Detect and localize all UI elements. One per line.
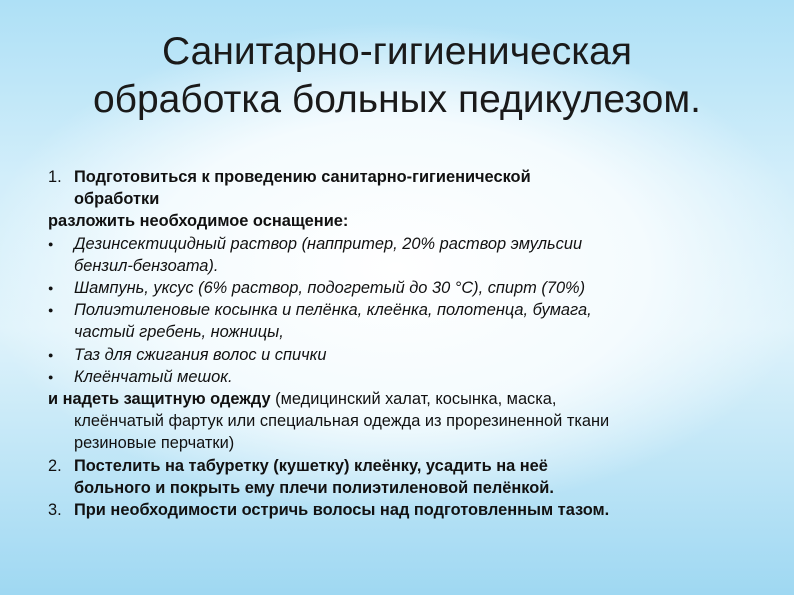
- step-2-continued: больного и покрыть ему плечи полиэтиленовой пелёнкой.: [74, 478, 554, 497]
- protective-clothing-bold: и надеть защитную одежду: [48, 390, 271, 409]
- step-1-text: Подготовиться к проведению санитарно-гигиенической: [74, 168, 531, 186]
- list-item-text: Клеёнчатый мешок.: [74, 367, 233, 386]
- step-1-number: 1.: [48, 168, 62, 186]
- bullet-icon: ●: [48, 305, 54, 316]
- list-item-continued: бензил-бензоата).: [74, 256, 219, 275]
- step-1: [48, 166, 778, 188]
- protective-clothing-continued: резиновые перчатки): [74, 434, 235, 453]
- prepare-equipment: разложить необходимое оснащение:: [48, 212, 349, 231]
- title-line-1: Санитарно-гигиеническая: [162, 30, 632, 73]
- step-2-text: Постелить на табуретку (кушетку) клеёнку, усадить на неё: [74, 456, 548, 475]
- title-line-2: обработка больных педикулезом.: [92, 78, 702, 121]
- bullet-icon: ●: [48, 371, 54, 382]
- step-3-number: 3.: [48, 501, 62, 520]
- protective-clothing-continued: клеёнчатый фартук или специальная одежда из прорезиненной ткани: [74, 412, 610, 431]
- list-item: [48, 233, 778, 255]
- slide-body: [48, 166, 778, 521]
- step-2: [48, 455, 778, 477]
- slide-title: [0, 28, 794, 124]
- list-item: [48, 366, 778, 388]
- step-3: [48, 499, 778, 521]
- step-2-number: 2.: [48, 456, 62, 475]
- list-item: [48, 299, 778, 321]
- step-3-text: При необходимости остричь волосы над подготовленным тазом.: [74, 501, 610, 520]
- list-item-text: Шампунь, уксус (6% раствор, подогретый до 30 °С), спирт (70%): [74, 279, 586, 298]
- list-item-text: Таз для сжигания волос и спички: [74, 345, 327, 364]
- list-item: [48, 344, 778, 366]
- bullet-icon: ●: [48, 349, 54, 360]
- step-1-continued: обработки: [74, 190, 160, 209]
- list-item: [48, 277, 778, 299]
- bullet-icon: ●: [48, 238, 54, 249]
- list-item-text: Полиэтиленовые косынка и пелёнка, клеёнка, полотенца, бумага,: [74, 301, 592, 320]
- protective-clothing: [48, 388, 778, 410]
- list-item-continued: частый гребень, ножницы,: [74, 323, 284, 342]
- bullet-icon: ●: [48, 283, 54, 294]
- protective-clothing-rest: (медицинский халат, косынка, маска,: [270, 390, 557, 409]
- list-item-text: Дезинсектицидный раствор (напприmер, 20% раствор эмульсии: [74, 234, 583, 253]
